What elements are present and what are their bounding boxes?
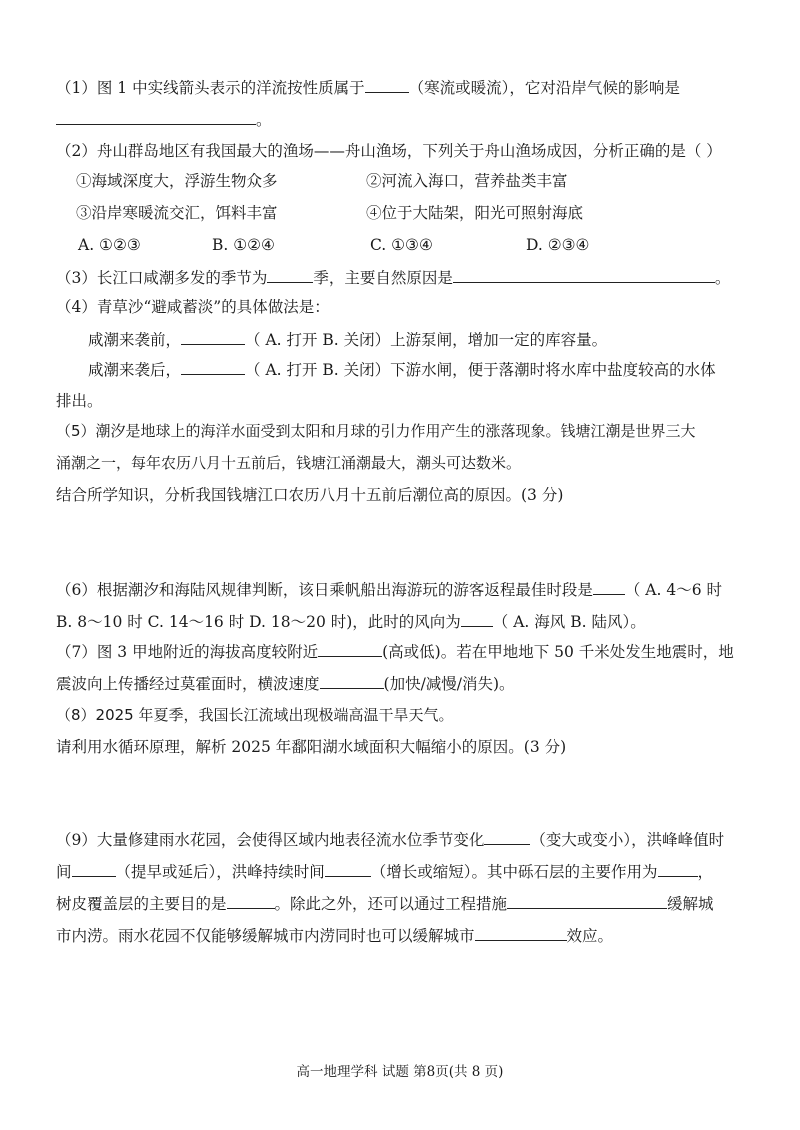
- q2-option-c[interactable]: C. ①③④: [370, 236, 433, 254]
- q3-blank-reason[interactable]: [453, 266, 715, 283]
- q5-line2: 涌潮之一，每年农历八月十五前后，钱塘江涌潮最大，潮头可达数米。: [56, 454, 522, 472]
- q7-line2-a: 震波向上传播经过莫霍面时，横波速度: [56, 675, 320, 693]
- q2-stem: （2）舟山群岛地区有我国最大的渔场——舟山渔场，下列关于舟山渔场成因，分析正确的是（ ）: [56, 142, 722, 160]
- q9-blank-effect[interactable]: [475, 924, 567, 941]
- q1-text-b: （寒流或暖流），它对沿岸气候的影响是: [408, 79, 680, 97]
- q4-line1-b: （ A. 打开 B. 关闭）上游泵闸，增加一定的库容量。: [245, 331, 608, 349]
- q9-blank-peak-time[interactable]: [72, 860, 116, 877]
- q8-answer-space[interactable]: [56, 762, 746, 822]
- q5-answer-space[interactable]: [56, 510, 746, 574]
- q9-line3-c: 缓解城: [667, 895, 714, 913]
- q9-line3-b: 。除此之外，还可以通过工程措施: [274, 895, 508, 913]
- q9-line1-b: （变大或变小），洪峰峰值时: [530, 831, 725, 849]
- q3-text-a: （3）长江口咸潮多发的季节为: [56, 269, 268, 287]
- q4-line1-a: 咸潮来袭前，: [88, 331, 182, 349]
- q2-option-b[interactable]: B. ①②④: [212, 236, 275, 254]
- q9-line2-b: （提早或延后），洪峰持续时间: [115, 863, 325, 881]
- q2-option-a[interactable]: A. ①②③: [78, 236, 141, 254]
- q2-statement-3: ③沿岸寒暖流交汇，饵料丰富: [76, 204, 278, 222]
- q7-line2-b: (加快/减慢/消失)。: [383, 675, 515, 693]
- q5-line3: 结合所学知识，分析我国钱塘江口农历八月十五前后潮位高的原因。(3 分): [56, 486, 564, 504]
- q8-line2: 请利用水循环原理，解析 2025 年鄱阳湖水域面积大幅缩小的原因。(3 分): [56, 738, 567, 756]
- q4-blank-before[interactable]: [181, 328, 245, 345]
- q1-text-c: 。: [256, 111, 272, 129]
- q1-text-a: （1）图 1 中实线箭头表示的洋流按性质属于: [56, 79, 365, 97]
- q4-blank-after[interactable]: [181, 358, 245, 375]
- q6-blank-time[interactable]: [593, 578, 625, 595]
- q6-line2-b: （ A. 海风 B. 陆风）。: [492, 613, 646, 631]
- q9-line3-a: 树皮覆盖层的主要目的是: [56, 895, 227, 913]
- q2-option-d[interactable]: D. ②③④: [526, 236, 590, 254]
- q1-blank-current-type[interactable]: [365, 76, 409, 93]
- q2-statement-2: ②河流入海口，营养盐类丰富: [366, 172, 568, 190]
- q4-title: （4）青草沙“避咸蓄淡”的具体做法是：: [56, 298, 330, 316]
- q7-line1-b: (高或低)。若在甲地地下 50 千米处发生地震时，地: [382, 643, 734, 661]
- q9-line1-a: （9）大量修建雨水花园，会使得区域内地表径流水位季节变化: [56, 831, 485, 849]
- q9-line2-a: 间: [56, 863, 72, 881]
- q7-line1-a: （7）图 3 甲地附近的海拔高度较附近: [56, 643, 319, 661]
- q3-text-c: 。: [714, 269, 731, 287]
- q3-blank-season[interactable]: [267, 266, 313, 283]
- q2-statement-4: ④位于大陆架，阳光可照射海底: [366, 204, 584, 222]
- q9-blank-engineering[interactable]: [507, 892, 667, 909]
- q4-line2-a: 咸潮来袭后，: [88, 361, 182, 379]
- q6-line1-b: （ A. 4～6 时: [624, 581, 722, 599]
- q4-line2-b: （ A. 打开 B. 关闭）下游水闸，便于落潮时将水库中盐度较高的水体: [245, 361, 716, 379]
- q6-line2-a: B. 8～10 时 C. 14～16 时 D. 18～20 时)，此时的风向为: [56, 613, 461, 631]
- q8-line1: （8）2025 年夏季，我国长江流域出现极端高温干旱天气。: [56, 706, 454, 724]
- q6-line1-a: （6）根据潮汐和海陆风规律判断，该日乘帆船出海游玩的游客返程最佳时段是: [56, 581, 593, 599]
- q9-blank-gravel-role[interactable]: [658, 860, 698, 877]
- q9-blank-bark-purpose[interactable]: [227, 892, 275, 909]
- q4-line3: 排出。: [56, 392, 103, 410]
- q9-line4-a: 市内涝。雨水花园不仅能够缓解城市内涝同时也可以缓解城市: [56, 927, 475, 945]
- q7-blank-wave-speed[interactable]: [320, 672, 384, 689]
- q9-line2-d: ，: [697, 863, 714, 881]
- q3-text-b: 季，主要自然原因是: [313, 269, 453, 287]
- q9-line4-b: 效应。: [566, 927, 614, 945]
- q9-blank-variation[interactable]: [484, 828, 530, 845]
- q1-blank-climate-effect[interactable]: [56, 108, 256, 125]
- q7-blank-altitude[interactable]: [318, 640, 382, 657]
- page-footer: 高一地理学科 试题 第8页(共 8 页): [296, 1064, 504, 1080]
- q6-blank-wind[interactable]: [461, 610, 493, 627]
- q9-line2-c: （增长或缩短）。其中砾石层的主要作用为: [370, 863, 658, 881]
- q9-blank-duration[interactable]: [325, 860, 371, 877]
- q2-statement-1: ①海域深度大，浮游生物众多: [76, 172, 278, 190]
- q5-line1: （5）潮汐是地球上的海洋水面受到太阳和月球的引力作用产生的涨落现象。钱塘江潮是世界三大: [56, 422, 696, 440]
